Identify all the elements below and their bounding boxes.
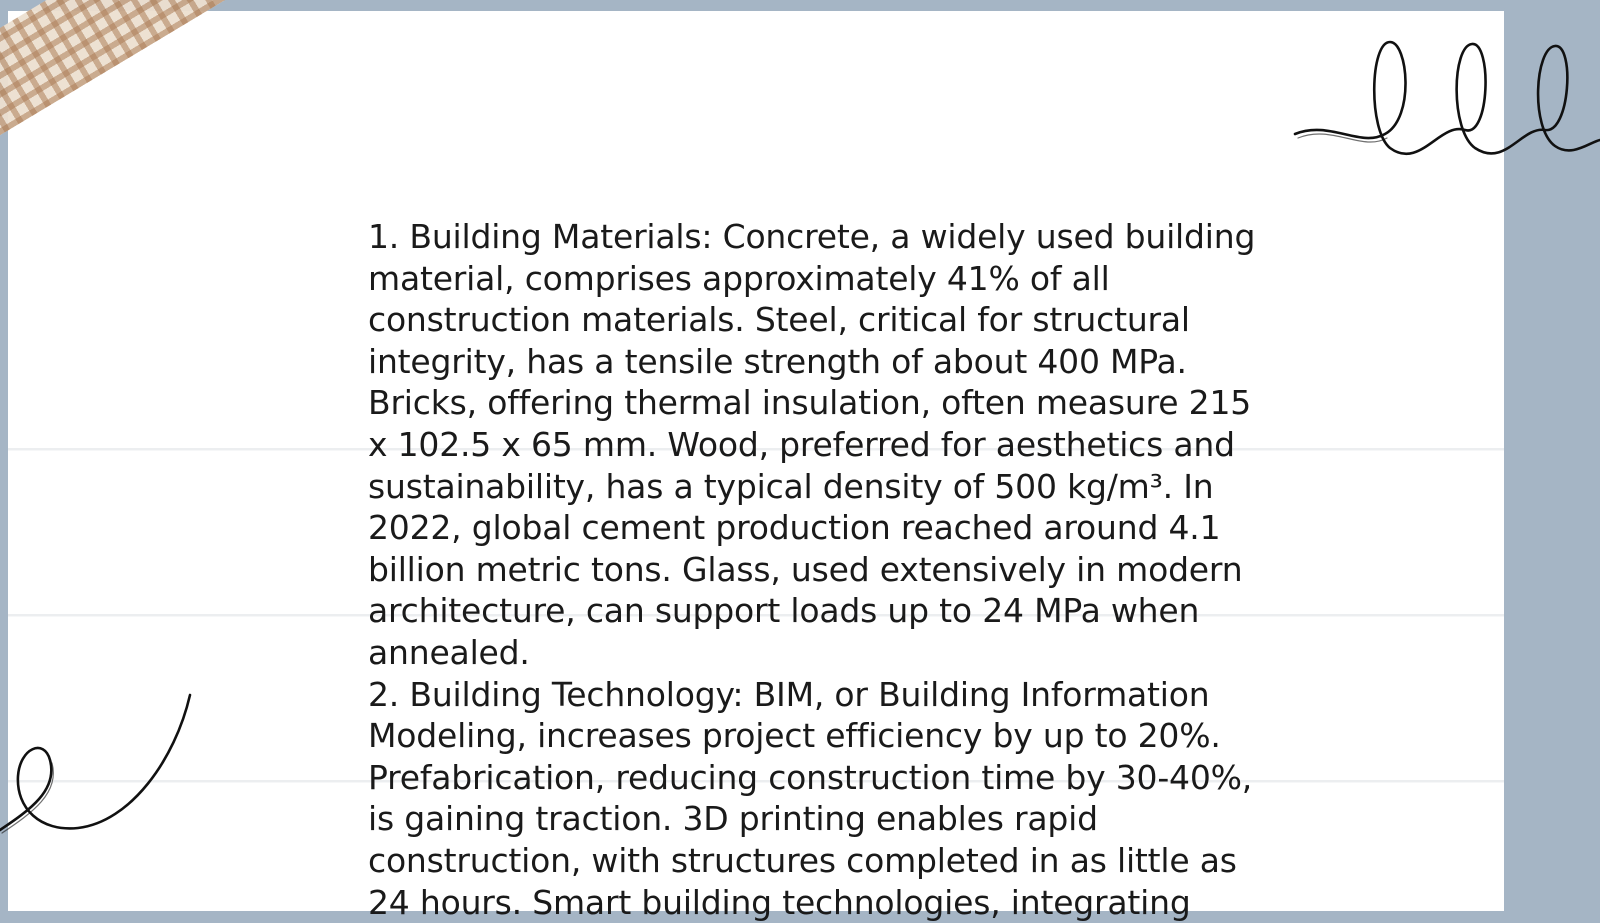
swirl-scribble-decoration — [0, 690, 210, 850]
paragraph-building-materials: 1. Building Materials: Concrete, a widely used building material, comprises approximately 41% of all construction materials. Steel, critical for structural integrity, has a tensile strength of about 400 MPa. Bricks, offering thermal insulation, often measure 215 x 102.5 x 65 mm. Wood, preferred for aesthetics and sustainability, has a typical density of 500 kg/m³. In 2022, global cement production reached around 4.1 billion metric tons. Glass, used extensively in modern architecture, can support loads up to 24 MPa when annealed. — [368, 217, 1256, 672]
loop-scribble-decoration — [1290, 30, 1600, 170]
paper-sheet — [8, 11, 1504, 922]
document-body — [368, 216, 1268, 923]
paragraph-building-technology: 2. Building Technology: BIM, or Building Information Modeling, increases project efficiency by up to 20%. Prefabrication, reducing construction time by 30-40%, is gaining traction. 3D printing enables rapid construction, with structures completed in as little as 24 hours. Smart building technologies, integrating — [368, 674, 1253, 922]
